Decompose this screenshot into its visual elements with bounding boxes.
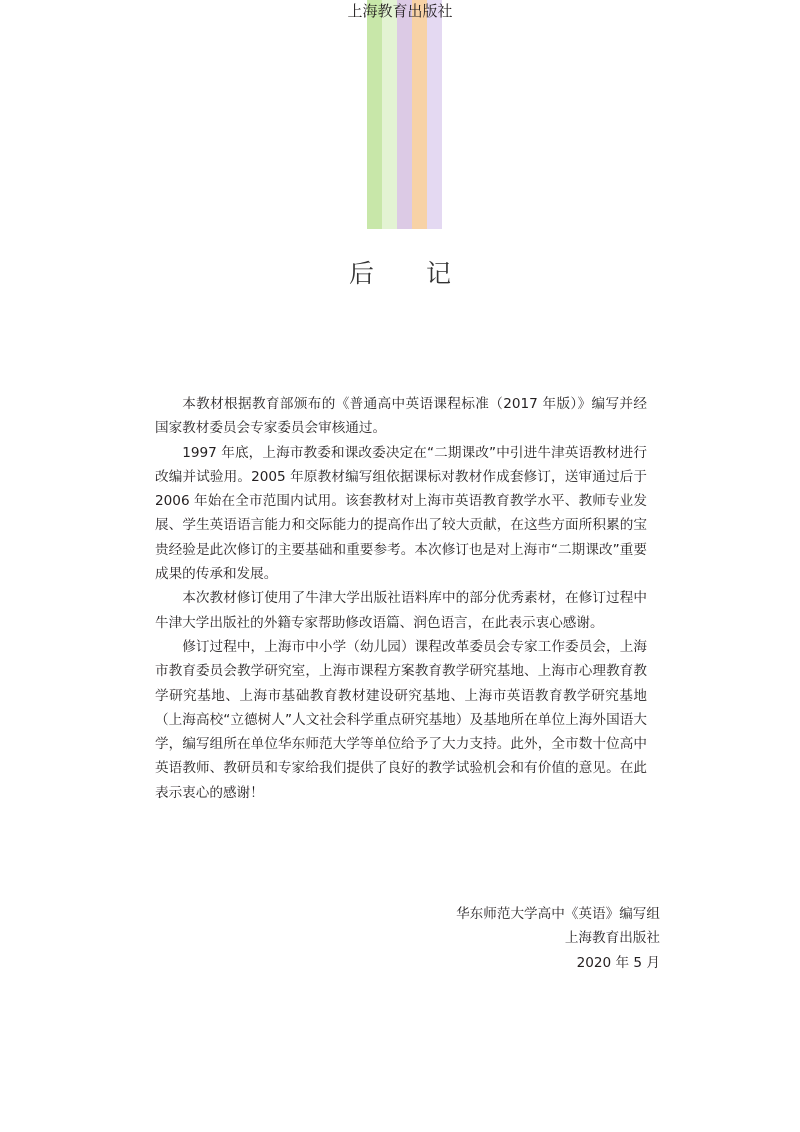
stripe-4 — [412, 0, 427, 229]
signature-date: 2020 年 5 月 — [576, 954, 660, 971]
header-publisher: 上海教育出版社 — [347, 2, 453, 20]
decorative-color-stripes — [367, 0, 442, 229]
page-title: 后 记 — [349, 259, 473, 288]
afterword-body — [155, 392, 647, 805]
signature-publisher: 上海教育出版社 — [564, 930, 660, 947]
signature-block — [456, 902, 660, 975]
stripe-2 — [382, 0, 397, 229]
paragraph-2: 1997 年底，上海市教委和课改委决定在“二期课改”中引进牛津英语教材进行改编并试验用。2005 年原教材编写组依据课标对教材作成套修订，送审通过后于 2006 年始在全市范围内试用。该套教材对上海市英语教育教学水平、教师专业发展、学生英语语言能力和交际能力的提高作出了较大贡献，在这些方面所积累的宝贵经验是此次修订的主要基础和重要参考。本次修订也是对上海市“二期课改”重要成果的传承和发展。 — [155, 444, 647, 583]
stripe-1 — [367, 0, 382, 229]
paragraph-1: 本教材根据教育部颁布的《普通高中英语课程标准（2017 年版）》编写并经国家教材委员会专家委员会审核通过。 — [155, 396, 647, 437]
stripe-5 — [427, 0, 442, 229]
stripe-3 — [397, 0, 412, 229]
paragraph-3: 本次教材修订使用了牛津大学出版社语料库中的部分优秀素材，在修订过程中牛津大学出版社的外籍专家帮助修改语篇、润色语言，在此表示衷心感谢。 — [155, 590, 647, 631]
signature-group: 华东师范大学高中《英语》编写组 — [456, 906, 660, 922]
paragraph-4: 修订过程中，上海市中小学（幼儿园）课程改革委员会专家工作委员会，上海市教育委员会教学研究室，上海市课程方案教育教学研究基地、上海市心理教育教学研究基地、上海市基础教育教材建设研究基地、上海市英语教育教学研究基地（上海高校“立德树人”人文社会科学重点研究基地）及基地所在单位上海外国语大学，编写组所在单位华东师范大学等单位给予了大力支持。此外，全市数十位高中英语教师、教研员和专家给我们提供了良好的教学试验机会和有价值的意见。在此表示衷心的感谢！ — [155, 638, 647, 801]
